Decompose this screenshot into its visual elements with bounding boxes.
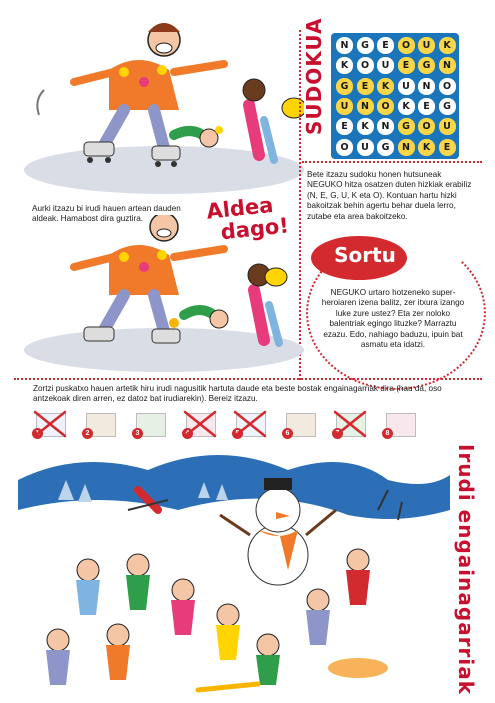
sudoku-cell: K — [336, 57, 353, 74]
sudoku-cell: K — [418, 139, 435, 156]
divider-bottom — [14, 378, 482, 380]
sudoku-cell: U — [336, 98, 353, 115]
irudi-instructions: Zortzi puskatxo hauen artetik hiru irudi nagusitik hartuta daude eta beste bostak engainagarriak dira (hau da, oso antzekoak diren arren, ez datoz bat irudiarekin). Bereiz itzazu. — [33, 384, 442, 404]
sudoku-cell: O — [398, 37, 415, 54]
sudoku-grid — [331, 33, 459, 159]
cross-mark-icon — [333, 410, 367, 438]
sudoku-cell: G — [418, 57, 435, 74]
aldea-title-line2: dago! — [219, 213, 290, 245]
sudoku-cell: E — [336, 118, 353, 135]
sudoku-cell: U — [439, 118, 456, 135]
cross-mark-icon — [233, 410, 267, 438]
sudoku-instructions: Bete itzazu sudoku honen hutsuneak NEGUKO hitza osatzen duten hizkiak erabiliz (N, E, G, U, K eta O). Kontuan hartu hizki bakoitzak behin agertu behar duela lerro, zutabe eta area bakoitzeko. — [307, 170, 472, 221]
sudoku-cell: O — [418, 118, 435, 135]
sudoku-cell: E — [377, 37, 394, 54]
sudoku-cell: U — [398, 78, 415, 95]
sudoku-cell: N — [418, 78, 435, 95]
sudoku-cell: G — [357, 37, 374, 54]
sudoku-cell: E — [398, 57, 415, 74]
puzzle-piece-number: 2 — [82, 428, 93, 439]
sudoku-cell: O — [377, 98, 394, 115]
sudoku-cell: N — [377, 118, 394, 135]
sudoku-cell: U — [418, 37, 435, 54]
sudoku-cell: K — [357, 118, 374, 135]
puzzle-piece-number: 6 — [282, 428, 293, 439]
puzzle-piece-number: 8 — [382, 428, 393, 439]
sudoku-cell: N — [336, 37, 353, 54]
cross-mark-icon — [33, 410, 67, 438]
sudoku-cell: K — [439, 37, 456, 54]
sudoku-cell: U — [357, 139, 374, 156]
sudoku-cell: E — [439, 139, 456, 156]
sudoku-cell: O — [357, 57, 374, 74]
sudoku-cell: N — [398, 139, 415, 156]
sudoku-cell: O — [439, 78, 456, 95]
sudoku-cell: N — [357, 98, 374, 115]
illustration-skaters-1 — [14, 10, 304, 200]
irudi-title: Irudi engainagarriak — [454, 444, 478, 696]
sudoku-cell: G — [439, 98, 456, 115]
aldea-title-line1: Aldea — [205, 192, 275, 224]
sudoku-cell: G — [336, 78, 353, 95]
sudoku-cell: K — [398, 98, 415, 115]
aldea-instructions: Aurki itzazu bi irudi hauen artean dauden aldeak. Hamabost dira guztira. — [32, 204, 181, 224]
illustration-skaters-2 — [14, 215, 304, 375]
illustration-winter-scene — [18, 440, 450, 698]
sudoku-cell: E — [418, 98, 435, 115]
sortu-title: Sortu — [334, 243, 396, 267]
puzzle-piece-number: 3 — [132, 428, 143, 439]
sudoku-cell: K — [377, 78, 394, 95]
sudoku-title: SUDOKUA — [302, 17, 326, 135]
sudoku-cell: N — [439, 57, 456, 74]
sudoku-cell: U — [377, 57, 394, 74]
sortu-text: NEGUKO urtaro hotzeneko super-heroiaren izena balitz, zer itxura izango luke zure ustez? Eta zer noloko balentriak egingo lituzke? Marraztu ezazu. Edo, nahiago baduzu, ipuin bat asmatu eta idatzi. — [321, 288, 465, 350]
sudoku-cell: E — [357, 78, 374, 95]
sudoku-cell: O — [336, 139, 353, 156]
divider-sudoku — [302, 161, 482, 163]
sudoku-cell: G — [377, 139, 394, 156]
sudoku-cell: G — [398, 118, 415, 135]
cross-mark-icon — [183, 410, 217, 438]
